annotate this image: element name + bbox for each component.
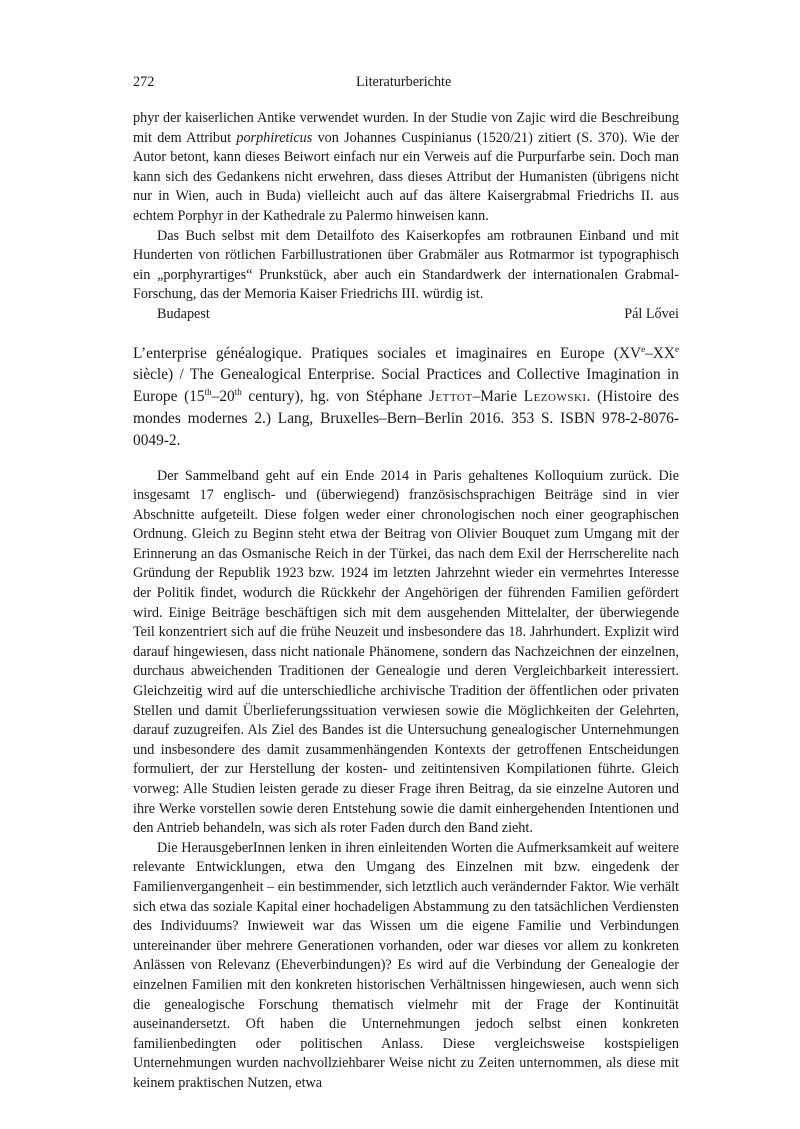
text-run: phyr der kaiserlichen Antike verwendet wurden. In der Studie von Zajic wird die Beschreibung mit dem Attribut bbox=[133, 110, 679, 146]
heading-run: L’enterprise généalogique. Pratiques sociales et imaginaires en Europe (XV bbox=[133, 344, 642, 362]
review-signature bbox=[133, 305, 679, 325]
page-number: 272 bbox=[133, 74, 155, 90]
review-bibliographic-heading bbox=[133, 343, 679, 452]
heading-run: . (Histoire des mondes modernes 2.) Lang, Bruxelles–Bern–Berlin 2016. 353 S. ISBN 978-2-8076-0049-2. bbox=[133, 388, 679, 449]
text-run: von Johannes Cuspinianus (1520/21) zitiert (S. 370). Wie der Autor betont, kann dieses Beiwort einfach nur ein Verweis auf die Purpurfarbe sein. Doch man kann sich des Gedankens nicht erwehren, dass dieses Attribut der Humanisten (übrigens nicht nur in Wien, auch in Buda) vielleicht auch auf das ältere Kaisergrabmal Friedrichs II. aus echtem Porphyr in der Kathedrale zu Palermo hinweisen kann. bbox=[133, 129, 679, 224]
prev-review-paragraph-1 bbox=[133, 109, 679, 227]
heading-run: siècle) / The Genealogical Enterprise. Social Practices and Collective Imagination in Europe (15 bbox=[133, 366, 679, 406]
superscript: th bbox=[234, 387, 242, 397]
signature-author: Pál Lővei bbox=[624, 305, 679, 322]
review-body bbox=[133, 467, 679, 1094]
superscript: th bbox=[204, 387, 212, 397]
editor-name: Lezowski bbox=[523, 388, 587, 406]
editor-name: Jettot bbox=[428, 388, 473, 406]
heading-run: –XX bbox=[645, 344, 675, 362]
running-head bbox=[133, 74, 679, 96]
review-paragraph-2: Die HerausgeberInnen lenken in ihren einleitenden Worten die Aufmerksamkeit auf weitere relevante Entwicklungen, etwa den Umgang des Einzelnen mit bzw. eingedenk der Familienvergangenheit – ein bestimmender, sich letztlich auch verändernder Faktor. Wie verhält sich etwa das soziale Kapital einer hochadeligen Abstammung zu den tatsächlichen Verdiensten des Individuums? Inwieweit war das Wissen um die eigene Familie und Verbindungen untereinander über mehrere Generationen vorhanden, oder war dieses vor allem zu konkreten Anlässen von Relevanz (Eheverbindungen)? Es wird auf die Verbindung der Genealogie der einzelnen Familien mit den konkreten historischen Verhältnissen hingewiesen, auch wenn sich die genealogische Forschung thematisch vielmehr mit der Frage der Kontinuität auseinandersetzt. Oft haben die Unternehmungen jedoch selbst einen konkreten familienbedingten oder politischen Anlass. Diese vergleichsweise kostspieligen Unternehmungen wurden nachvollziehbarer Weise nicht zu Zeiten unternommen, als diese mit keinem praktischen Nutzen, etwa bbox=[133, 839, 679, 1091]
superscript: e bbox=[675, 343, 679, 354]
heading-run: –20 bbox=[211, 388, 235, 406]
document-page bbox=[133, 74, 679, 1094]
signature-place: Budapest bbox=[157, 305, 210, 322]
review-paragraph-1: Der Sammelband geht auf ein Ende 2014 in Paris gehaltenes Kolloquium zurück. Die insgesamt 17 englisch- und (überwiegend) französischsprachigen Beiträge sind in vier Abschnitte aufgeteilt. Diese folgen weder einer chronologischen noch einer geographischen Ordnung. Gleich zu Beginn steht etwa der Beitrag von Olivier Bouquet zum Umgang mit der Erinnerung an das Osmanische Reich in der Türkei, das nach dem Exil der Herrscherelite nach Gründung der Republik 1923 bzw. 1924 im letzten Jahrzehnt wieder ein vermehrtes Interesse der Politik findet, wodurch die Rückkehr der Angehörigen der führenden Familien gefördert wird. Einige Beiträge beschäftigen sich mit dem ausgehenden Mittelalter, der überwiegende Teil konzentriert sich auf die frühe Neuzeit und insbesondere das 18. Jahrhundert. Explizit wird darauf hingewiesen, dass nicht nationale Phänomene, sondern das Nachzeichnen der einzelnen, durchaus abweichenden Traditionen der Genealogie und deren Vergleichbarkeit interessiert. Gleichzeitig wird auf die unterschiedliche archivische Tradition der öffentlichen oder privaten Stellen und damit Überlieferungssituation verwiesen sowie die Möglichkeiten der Gelehrten, darauf zuzugreifen. Als Ziel des Bandes ist die Untersuchung genealogischer Unternehmungen und insbesondere des damit zusammenhängenden Kontexts der getroffenen Entscheidungen formuliert, der zur Herstellung der kosten- und zeitintensiven Kompilationen führte. Gleich vorweg: Alle Studien leisten gerade zu dieser Frage ihren Beitrag, da sie einzelne Autoren und ihre Werke vorstellen sowie deren Entstehung sowie die damit einhergehenden Intentionen und den Antrieb behandeln, was sich als roter Faden durch den Band zieht. bbox=[133, 467, 679, 837]
heading-run: –Marie bbox=[472, 388, 524, 406]
prev-review-paragraph-2: Das Buch selbst mit dem Detailfoto des Kaiserkopfes am rotbraunen Einband und mit Hunderten von rötlichen Farbillustrationen über Grabmäler aus Rotmarmor ist typographisch ein „porphyrartiges“ Prunkstück, aber auch ein Standardwerk der internationalen Grabmal-Forschung, das der Memoria Kaiser Friedrichs III. würdig ist. bbox=[133, 227, 679, 303]
heading-run: century), hg. von Stéphane bbox=[241, 388, 429, 406]
superscript: e bbox=[641, 343, 646, 354]
running-title: Literaturberichte bbox=[355, 74, 452, 90]
italic-term: porphireticus bbox=[236, 129, 313, 146]
